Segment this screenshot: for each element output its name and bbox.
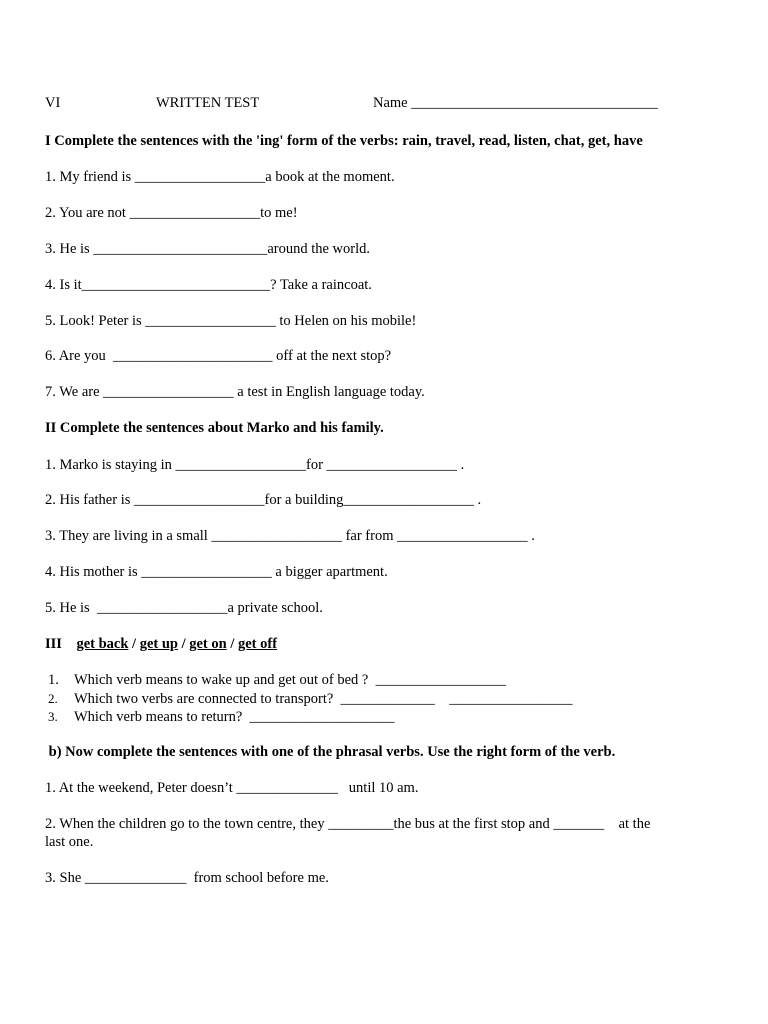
question-text: Which two verbs are connected to transport? _____________ _________________ — [74, 691, 573, 707]
grade-label: VI — [45, 95, 61, 111]
verb-get-back: get back — [76, 636, 129, 652]
part-b-item: 2. When the children go to the town centre, they _________the bus at the first stop and _______ at the — [45, 816, 651, 832]
part-b-item-continuation: last one. — [45, 834, 94, 850]
section1-item: 5. Look! Peter is __________________ to Helen on his mobile! — [45, 313, 417, 329]
section2-item: 2. His father is __________________for a building__________________ . — [45, 492, 482, 508]
name-field: Name __________________________________ — [373, 95, 658, 111]
section1-item: 2. You are not __________________to me! — [45, 205, 298, 221]
section1-item: 6. Are you ______________________ off at the next stop? — [45, 348, 392, 364]
section2-item: 4. His mother is __________________ a bigger apartment. — [45, 564, 388, 580]
section3-label: III — [45, 636, 62, 652]
section3-question — [48, 690, 573, 708]
section1-item: 3. He is ________________________around the world. — [45, 241, 371, 257]
section1-item: 4. Is it__________________________? Take a raincoat. — [45, 277, 372, 293]
section2-instruction: II Complete the sentences about Marko and his family. — [45, 420, 384, 436]
section2-item: 1. Marko is staying in __________________for __________________ . — [45, 457, 465, 473]
part-b-item: 1. At the weekend, Peter doesn’t ______________ until 10 am. — [45, 780, 419, 796]
verb-separator: / — [128, 636, 140, 652]
verb-get-on: get on — [189, 636, 227, 652]
test-title: WRITTEN TEST — [156, 95, 260, 111]
section3-question — [48, 672, 506, 689]
question-text: Which verb means to return? ____________________ — [74, 709, 395, 725]
question-text: Which verb means to wake up and get out of bed ? __________________ — [74, 672, 507, 688]
section2-item: 5. He is __________________a private school. — [45, 600, 323, 616]
part-b-item: 3. She ______________ from school before me. — [45, 870, 329, 886]
section2-item: 3. They are living in a small __________________ far from __________________ . — [45, 528, 535, 544]
section3-question — [48, 708, 395, 726]
section1-item: 1. My friend is __________________a book at the moment. — [45, 169, 395, 185]
verb-separator: / — [177, 636, 190, 652]
verb-get-off: get off — [238, 636, 278, 652]
question-number: 3. — [48, 709, 58, 724]
verb-separator: / — [226, 636, 238, 652]
part-b-instruction: b) Now complete the sentences with one of the phrasal verbs. Use the right form of the verb. — [45, 744, 616, 760]
verb-get-up: get up — [139, 636, 178, 652]
section1-instruction: I Complete the sentences with the 'ing' form of the verbs: rain, travel, read, listen, chat, get, have — [45, 133, 643, 149]
question-number: 1. — [48, 672, 59, 688]
question-number: 2. — [48, 691, 58, 706]
section1-item: 7. We are __________________ a test in English language today. — [45, 384, 425, 400]
section3-heading — [45, 636, 277, 653]
test-header — [45, 95, 725, 112]
